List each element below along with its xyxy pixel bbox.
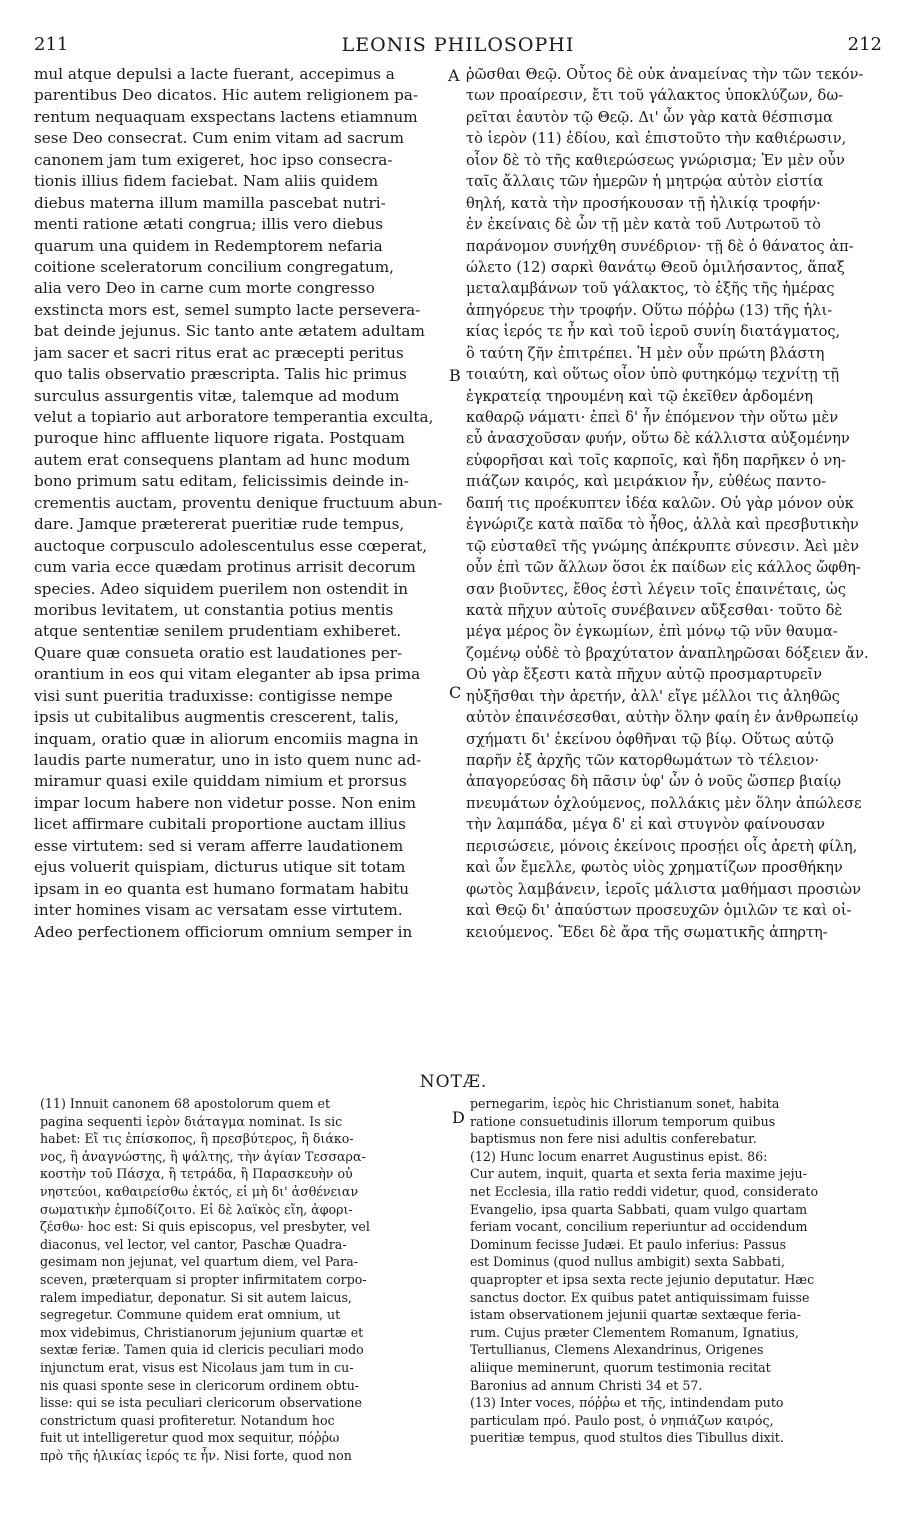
greek-text-line: τὴν λαμπάδα, μέγα δ' εἰ καὶ στυγνὸν φαίνουσαν <box>466 816 826 834</box>
greek-text-line: πιάζων καιρός, καὶ μειράκιον ἦν, εὐθέως παντο- <box>466 473 827 491</box>
greek-text-line: τοιαύτη, καὶ οὕτως οἷον ὑπὸ φυτηκόμῳ τεχνίτῃ τῇ <box>466 366 840 384</box>
note-line: segregetur. Commune quidem erat omnium, ut <box>40 1307 341 1323</box>
greek-text-line: οὖν ἐπὶ τῶν ἄλλων ὅσοι ἐκ παίδων εἰς κάλλος ὤφθη- <box>466 559 861 577</box>
latin-text-line: impar locum habere non videtur posse. Non enim <box>34 793 417 812</box>
latin-text-line: quo talis observatio præscripta. Talis hic primus <box>34 365 407 384</box>
greek-text-line: ἀπαγορεύσας δὴ πᾶσιν ὑφ' ὧν ὁ νοῦς ὥσπερ βιαίῳ <box>466 773 842 791</box>
latin-text-line: inter homines visam ac versatam esse virtutem. <box>34 901 403 920</box>
latin-text-line: species. Adeo siquidem puerilem non ostendit in <box>34 579 409 598</box>
latin-text-line: bono primum satu editam, felicissimis deinde in- <box>34 472 409 491</box>
greek-text-line: κίας ἱερός τε ἦν καὶ τοῦ ἱεροῦ συνίη διατάγματος, <box>466 323 841 341</box>
latin-text-line: canonem jam tum exigeret, hoc ipso consecra- <box>34 150 393 169</box>
note-line: pagina sequenti ἱερὸν διάταγμα nominat. Is sic <box>40 1113 343 1129</box>
note-line: injunctum erat, visus est Nicolaus jam tum in cu- <box>40 1359 354 1375</box>
greek-text-line: ηὐξῆσθαι τὴν ἀρετήν, ἀλλ' εἴγε μέλλοι τις ἀληθῶς <box>466 687 840 705</box>
latin-text-line: crementis auctam, proventu denique fructuum abun- <box>34 493 443 512</box>
note-line: (12) Hunc locum enarret Augustinus epist. 86: <box>470 1148 768 1164</box>
latin-text-column <box>34 64 446 943</box>
greek-text-line: κατὰ πῆχυν αὐτοῖς συνέβαινεν αὔξεσθαι· τοῦτο δὲ <box>466 601 843 619</box>
greek-text-line: τὸ ἱερὸν (11) ἐδίου, καὶ ἐπιστοῦτο τὴν καθιέρωσιν, <box>466 130 847 148</box>
greek-text-line: ρεῖται ἑαυτὸν τῷ Θεῷ. Δι' ὧν γὰρ κατὰ θέσπισμα <box>466 108 833 126</box>
greek-text-line: τῷ εὐσταθεῖ τῆς γνώμης ἀπέκρυπτε σύνεσιν. Ἀεὶ μὲν <box>466 537 859 555</box>
note-line: gesimam non jejunat, vel quartum diem, vel Para- <box>40 1254 358 1270</box>
greek-text-line: ώλετο (12) σαρκὶ θανάτῳ Θεοῦ ὁμιλήσαντος, ἅπαξ <box>466 258 845 276</box>
latin-text-line: cum varia ecce quædam protinus arrisit decorum <box>34 558 416 577</box>
greek-text-line: καὶ Θεῷ δι' ἀπαύστων προσευχῶν ὁμιλῶν τε καὶ οἰ- <box>466 902 852 920</box>
latin-text-line: bat deinde jejunus. Sic tanto ante ætatem adultam <box>34 322 425 341</box>
greek-text-line: μέγα μέρος ὂν ἐγκωμίων, ἐπὶ μόνῳ τῷ νῦν θαυμα- <box>466 623 838 641</box>
notes-left-column <box>40 1095 446 1464</box>
note-line: baptismus non fere nisi adultis conferebatur. <box>470 1131 757 1147</box>
latin-text-line: parentibus Deo dicatos. Hic autem religionem pa- <box>34 86 419 105</box>
greek-text-line: ἐγκρατείᾳ τηρουμένη καὶ τῷ ἐκεῖθεν ἀρδομένη <box>466 387 814 405</box>
note-line: Cur autem, inquit, quarta et sexta feria maxime jeju- <box>470 1166 807 1182</box>
greek-text-line: αὐτὸν ἐπαινέσεσθαι, αὐτὴν ὅλην φαίη ἐν ἀνθρωπείῳ <box>466 709 859 727</box>
greek-text-line: των προαίρεσιν, ἔτι τοῦ γάλακτος ὑποκλύζων, δω- <box>466 87 844 105</box>
note-line: νηστεύοι, καθαιρείσθω ἐκτός, εἰ μὴ δι' ἀσθένειαν <box>40 1183 359 1199</box>
latin-text-line: visi sunt pueritia traduxisse: contigisse nempe <box>34 686 393 705</box>
latin-text-line: atque sententiæ senilem prudentiam exhiberet. <box>34 622 402 641</box>
latin-text-line: surculus assurgentis vitæ, talemque ad modum <box>34 386 400 405</box>
left-page-number: 211 <box>34 34 69 55</box>
greek-text-line: φωτὸς λαμβάνειν, ἱεροῖς μάλιστα μαθήμασι προσιὼν <box>466 880 861 898</box>
latin-text-line: inquam, oratio quæ in aliorum encomiis magna in <box>34 729 419 748</box>
latin-text-line: quarum una quidem in Redemptorem nefaria <box>34 236 383 255</box>
note-line: aliique meminerunt, quorum testimonia recitat <box>470 1359 771 1375</box>
note-line: sanctus doctor. Ex quibus patet antiquissimam fuisse <box>470 1289 810 1305</box>
note-line: πρὸ τῆς ἡλικίας ἱερός τε ἦν. Nisi forte, quod non <box>40 1447 352 1463</box>
latin-text-line: mul atque depulsi a lacte fuerant, accepimus a <box>34 65 395 83</box>
section-marker-d: D <box>452 1108 465 1127</box>
note-line: particulam πρό. Paulo post, ὁ νηπιάζων καιρός, <box>470 1412 774 1428</box>
page-header <box>34 34 882 60</box>
latin-text-line: laudis parte numeratur, uno in isto quem nunc ad- <box>34 751 422 769</box>
latin-text-line: Quare quæ consueta oratio est laudationes per- <box>34 643 403 662</box>
note-line: net Ecclesia, illa ratio reddi videtur, quod, considerato <box>470 1183 819 1199</box>
latin-text-line: auctoque corpusculo adolescentulus esse cœperat, <box>34 536 428 555</box>
note-line: Evangelio, ipsa quarta Sabbati, quam vulgo quartam <box>470 1201 808 1217</box>
latin-text-line: miramur quasi exile quiddam nimium et prorsus <box>34 772 407 791</box>
note-line: quapropter et ipsa sexta recte jejunio deputatur. Hæc <box>470 1271 815 1287</box>
greek-text-line: ἐγνώριζε κατὰ παῖδα τὸ ἦθος, ἀλλὰ καὶ πρεσβυτικὴν <box>466 516 859 534</box>
greek-text-line: παράνομον συνήχθη συνέδριον· τῇ δὲ ὁ θάνατος ἀπ- <box>466 237 854 255</box>
latin-text-line: velut a topiario aut arboratore temperantia exculta, <box>34 408 434 426</box>
latin-text-line: sese Deo consecrat. Cum enim vitam ad sacrum <box>34 129 405 148</box>
greek-text-line: περισώσειε, μόνοις ἐκείνοις προσῄει οἷς ἀρετὴ φίλη, <box>466 837 858 855</box>
latin-text-line: autem erat consequens plantam ad hunc modum <box>34 450 411 469</box>
latin-text-line: coitione sceleratorum concilium congregatum, <box>34 257 394 276</box>
note-line: diaconus, vel lector, vel cantor, Paschæ Quadra- <box>40 1236 347 1252</box>
note-line: Dominum fecisse Judæi. Et paulo inferius: Passus <box>470 1236 787 1252</box>
note-line: pernegarim, ἱερὸς hic Christianum sonet, habita <box>470 1096 780 1111</box>
greek-text-line: οἷον δὲ τὸ τῆς καθιερώσεως γνώρισμα; Ἐν μὲν οὖν <box>466 151 845 169</box>
note-line: (11) Innuit canonem 68 apostolorum quem et <box>40 1096 331 1111</box>
section-marker-b: B <box>449 366 461 385</box>
greek-text-line: κειούμενος. Ἔδει δὲ ἄρα τῆς σωματικῆς ἀπηρτη- <box>466 923 828 941</box>
note-line: mox videbimus, Christianorum jejunium quartæ et <box>40 1324 364 1340</box>
note-line: fuit ut intelligeretur quod mox sequitur, πόῤῥω <box>40 1430 340 1446</box>
latin-text-line: ejus voluerit quispiam, dicturus utique sit totam <box>34 858 406 877</box>
section-marker-c: C <box>449 683 462 702</box>
greek-text-line: ῥῶσθαι Θεῷ. Οὗτος δὲ οὐκ ἀναμείνας τὴν τῶν τεκόν- <box>466 66 864 83</box>
latin-text-line: jam sacer et sacri ritus erat ac præcepti peritus <box>34 343 404 362</box>
note-line: sextæ feriæ. Tamen quia id clericis peculiari modo <box>40 1342 364 1358</box>
latin-text-line: tionis illius fidem faciebat. Nam aliis quidem <box>34 172 379 191</box>
note-line: feriam vocant, concilium reperiuntur ad occidendum <box>470 1219 808 1235</box>
note-line: sceven, præterquam si propter infirmitatem corpo- <box>40 1271 367 1287</box>
greek-text-line: σαν βιοῦντες, ἔθος ἐστὶ λέγειν τοῖς ἐπαινέταις, ὡς <box>466 580 846 598</box>
note-line: ratione consuetudinis illorum temporum quibus <box>470 1113 776 1129</box>
greek-text-line: θηλή, κατὰ τὴν προσήκουσαν τῇ ἡλικίᾳ τροφήν· <box>466 194 821 212</box>
latin-text-line: Adeo perfectionem officiorum omnium semper in <box>34 922 413 941</box>
latin-text-line: menti ratione ætati congrua; illis vero diebus <box>34 215 384 234</box>
latin-text-line: rentum nequaquam exspectans lactens etiamnum <box>34 107 418 126</box>
latin-text-line: ipsam in eo quanta est humano formatam habitu <box>34 879 410 898</box>
latin-text-line: exstincta mors est, semel sumpto lacte persevera- <box>34 300 421 319</box>
latin-text-line: dare. Jamque prætererat pueritiæ rude tempus, <box>34 515 405 534</box>
greek-text-line: ταῖς ἄλλαις τῶν ἡμερῶν ἡ μητρῴα αὐτὸν εἱστία <box>466 173 824 191</box>
section-marker-a: A <box>448 66 460 85</box>
latin-text-line: diebus materna illum mamilla pascebat nutri- <box>34 193 386 212</box>
greek-text-line: ὃ ταύτη ζῆν ἐπιτρέπει. Ἡ μὲν οὖν πρώτη βλάστη <box>466 344 825 362</box>
greek-text-line: δαπή τις προέκυπτεν ἰδέα καλῶν. Οὐ γὰρ μόνον οὐκ <box>466 494 854 512</box>
greek-text-column <box>466 64 884 943</box>
latin-text-line: puroque hinc affluente liquore rigata. Postquam <box>34 429 405 448</box>
note-line: habet: Εἴ τις ἐπίσκοπος, ἢ πρεσβύτερος, ἢ διάκο- <box>40 1131 354 1147</box>
greek-text-line: πνευμάτων ὀχλούμενος, πολλάκις μὲν ὅλην ἀπώλεσε <box>466 794 862 812</box>
note-line: est Dominus (quod nullus ambigit) sexta Sabbati, <box>470 1254 785 1270</box>
note-line: lisse: qui se ista peculiari clericorum observatione <box>40 1395 362 1411</box>
note-line: istam observationem jejunii quartæ sextæque feria- <box>470 1307 802 1323</box>
note-line: ralem impediatur, deponatur. Si sit autem laicus, <box>40 1289 352 1305</box>
note-line: rum. Cujus præter Clementem Romanum, Ignatius, <box>470 1324 799 1340</box>
greek-text-line: σχήματι δι' ἐκείνου ὀφθῆναι τῷ βίῳ. Οὕτως αὐτῷ <box>466 730 834 748</box>
note-line: Baronius ad annum Christi 34 et 57. <box>470 1377 703 1393</box>
note-line: (13) Inter voces, πόῤῥω et τῆς, intindendam puto <box>470 1395 784 1411</box>
note-line: νος, ἢ ἀναγνώστης, ἢ ψάλτης, τὴν ἁγίαν Τεσσαρα- <box>40 1148 366 1164</box>
note-line: Tertullianus, Clemens Alexandrinus, Origenes <box>470 1342 764 1358</box>
note-line: pueritiæ tempus, quod stultos dies Tibullus dixit. <box>470 1430 784 1446</box>
running-title: LEONIS PHILOSOPHI <box>341 34 575 56</box>
latin-text-line: ipsis ut cubitalibus augmentis crescerent, talis, <box>34 708 400 727</box>
latin-text-line: alia vero Deo in carne cum morte congresso <box>34 279 375 298</box>
note-line: κοστὴν τοῦ Πάσχα, ἢ τετράδα, ἢ Παρασκευὴν οὐ <box>40 1166 353 1182</box>
latin-text-line: orantium in eos qui vitam eleganter ab ipsa prima <box>34 665 421 684</box>
latin-text-line: moribus levitatem, ut constantia potius mentis <box>34 600 394 619</box>
greek-text-line: καὶ ὧν ἔμελλε, φωτὸς υἱὸς χρηματίζων προσθήκην <box>466 859 843 877</box>
greek-text-line: παρῆν ἐξ ἀρχῆς τῶν κατορθωμάτων τὸ τέλειον· <box>466 752 819 769</box>
latin-text-line: licet affirmare cubitali proportione auctam illius <box>34 815 406 834</box>
greek-text-line: ἀπηγόρευε τὴν τροφήν. Οὕτω πόῤῥω (13) τῆς ἡλι- <box>466 301 833 319</box>
note-line: nis quasi sponte sese in clericorum ordinem obtu- <box>40 1377 360 1393</box>
greek-text-line: Οὐ γὰρ ἔξεστι κατὰ πῆχυν αὐτῷ προσμαρτυρεῖν <box>466 666 823 684</box>
note-line: constrictum quasi profiteretur. Notandum hoc <box>40 1412 335 1428</box>
note-line: ζέσθω· hoc est: Si quis episcopus, vel presbyter, vel <box>40 1219 370 1235</box>
greek-text-line: εὖ ἀνασχοῦσαν φυήν, οὕτω δὲ κάλλιστα αὐξομένην <box>466 430 850 448</box>
note-line: σωματικὴν ἐμποδίζοιτο. Εἰ δὲ λαϊκὸς εἴη, ἀφορι- <box>40 1201 353 1217</box>
greek-text-line: ζομένῳ οὐδὲ τὸ βραχύτατον ἀναπληρῶσαι δόξειεν ἄν. <box>466 644 869 662</box>
notes-heading: NOTÆ. <box>419 1072 488 1092</box>
greek-text-line: μεταλαμβάνων τοῦ γάλακτος, τὸ ἑξῆς τῆς ἡμέρας <box>466 280 835 298</box>
right-page-number: 212 <box>847 34 882 55</box>
greek-text-line: εὐφορῆσαι καὶ τοῖς καρποῖς, καὶ ἤδη παρῆκεν ὁ νη- <box>466 451 846 469</box>
greek-text-line: ἐν ἐκείναις δὲ ὧν τῇ μὲν κατὰ τοῦ Λυτρωτοῦ τὸ <box>466 216 821 234</box>
notes-right-column <box>470 1095 882 1447</box>
greek-text-line: καθαρῷ νάματι· ἐπεὶ δ' ἦν ἑπόμενον τὴν οὕτω μὲν <box>466 409 839 426</box>
latin-text-line: esse virtutem: sed si veram afferre laudationem <box>34 836 404 855</box>
